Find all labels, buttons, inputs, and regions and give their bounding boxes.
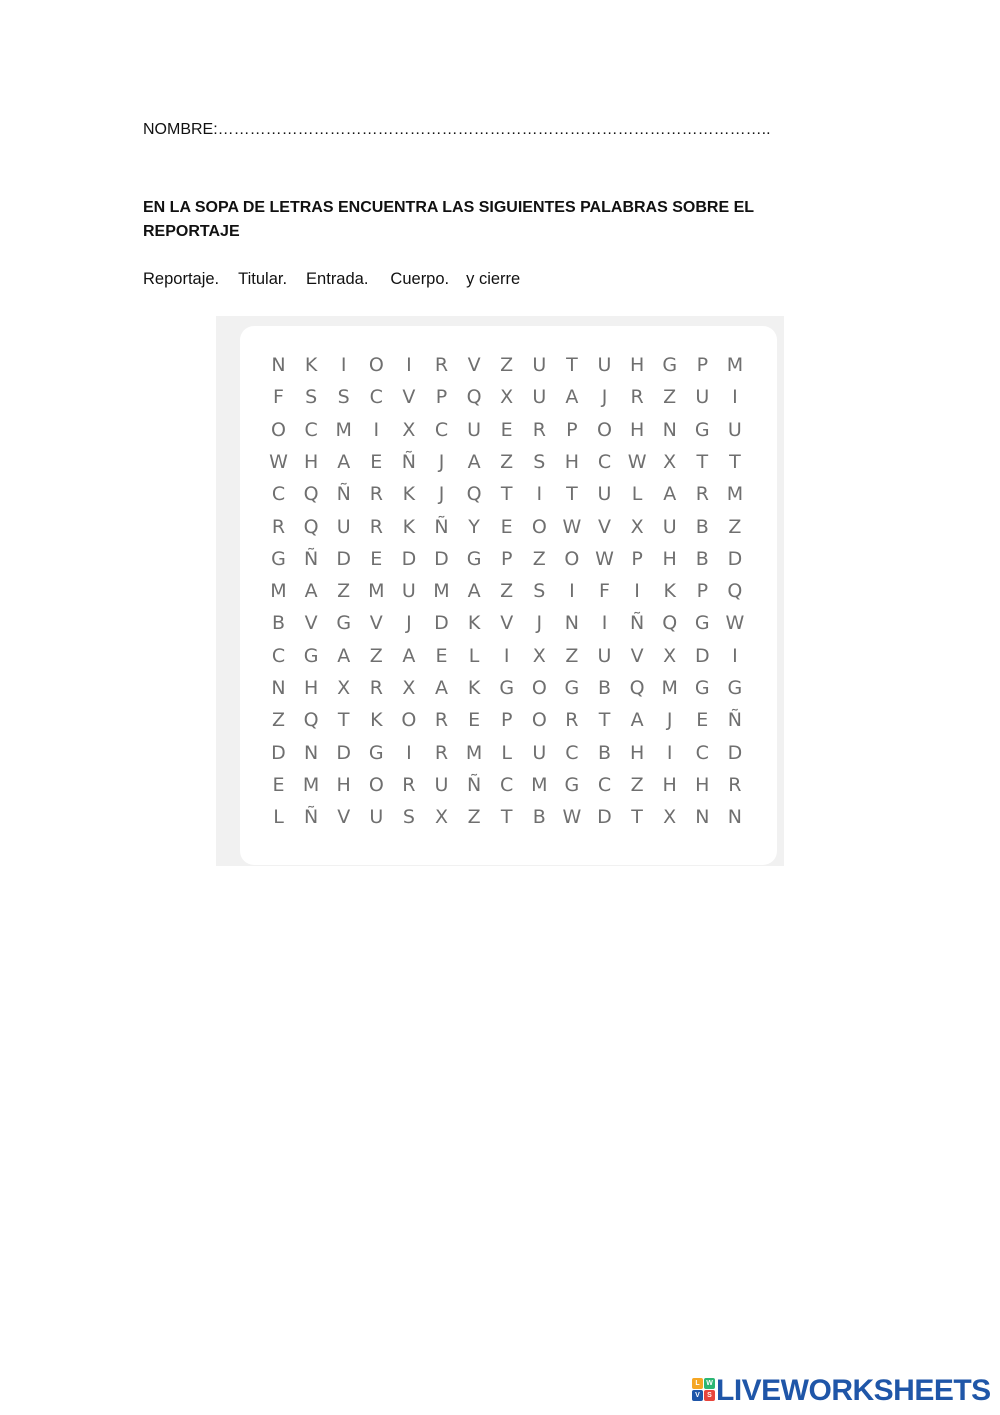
word-item: Entrada.: [306, 270, 369, 288]
word-item: Reportaje.: [143, 270, 220, 288]
grid-letter: E: [272, 773, 285, 796]
grid-letter: B: [271, 612, 286, 635]
grid-letter: G: [303, 644, 319, 667]
grid-letter: P: [500, 709, 513, 732]
grid-letter: R: [369, 483, 383, 506]
grid-letter: I: [569, 580, 575, 603]
grid-letter: G: [694, 677, 710, 699]
grid-letter: R: [728, 773, 742, 796]
grid-letter: A: [337, 450, 351, 473]
grid-letter: I: [634, 580, 640, 603]
grid-letter: U: [532, 354, 547, 376]
grid-letter: Z: [271, 709, 286, 732]
grid-letter: Z: [500, 354, 514, 376]
grid-letter: M: [726, 483, 744, 506]
grid-letter: Q: [303, 483, 319, 506]
grid-letter: M: [433, 580, 450, 603]
grid-row: [240, 354, 777, 386]
grid-letter: V: [630, 644, 644, 667]
grid-letter: X: [532, 644, 546, 667]
grid-letter: V: [598, 515, 611, 538]
grid-letter: C: [565, 741, 579, 764]
grid-letter: N: [662, 418, 677, 441]
grid-letter: C: [271, 644, 286, 667]
grid-letter: Q: [466, 386, 482, 409]
grid-letter: G: [336, 612, 352, 635]
grid-letter: V: [500, 612, 514, 635]
grid-letter: I: [503, 644, 510, 667]
grid-letter: G: [466, 547, 482, 570]
word-item: Cuerpo.: [390, 270, 450, 288]
grid-letter: O: [368, 773, 384, 796]
word-search-grid: [240, 326, 777, 865]
grid-letter: A: [467, 580, 481, 603]
grid-letter: M: [726, 354, 744, 376]
liveworksheets-logo-icon: L W V S: [692, 1378, 716, 1402]
grid-letter: Y: [468, 515, 480, 538]
grid-letter: J: [666, 709, 673, 732]
grid-letter: U: [597, 354, 612, 376]
grid-letter: D: [434, 547, 449, 570]
grid-letter: R: [434, 709, 449, 732]
grid-letter: Ñ: [303, 547, 319, 570]
grid-letter: V: [337, 806, 351, 829]
grid-letter: U: [369, 806, 384, 829]
grid-letter: M: [661, 677, 678, 699]
grid-letter: I: [406, 741, 412, 764]
grid-letter: V: [402, 386, 416, 409]
grid-letter: U: [401, 580, 416, 603]
grid-letter: R: [402, 773, 416, 796]
grid-letter: H: [695, 773, 710, 796]
grid-letter: A: [435, 677, 448, 699]
grid-letter: M: [531, 773, 548, 796]
grid-row: [240, 516, 777, 548]
grid-letter: B: [695, 547, 709, 570]
grid-letter: V: [467, 354, 481, 376]
grid-letter: X: [434, 806, 449, 829]
grid-row: [240, 774, 777, 806]
grid-letter: Z: [500, 580, 514, 603]
grid-letter: H: [662, 547, 677, 570]
grid-row: [240, 580, 777, 612]
grid-letter: K: [467, 612, 481, 635]
grid-letter: F: [273, 386, 284, 409]
grid-letter: Ñ: [466, 773, 482, 796]
grid-letter: I: [536, 483, 543, 506]
grid-letter: I: [373, 418, 380, 441]
grid-letter: U: [727, 418, 742, 441]
grid-letter: Z: [532, 547, 546, 570]
grid-letter: H: [564, 450, 580, 473]
grid-letter: W: [269, 450, 288, 473]
grid-letter: P: [696, 580, 709, 603]
grid-letter: H: [303, 677, 319, 699]
grid-letter: Q: [629, 677, 645, 699]
grid-letter: H: [662, 773, 677, 796]
grid-row: [240, 612, 777, 644]
grid-letter: M: [465, 741, 483, 764]
grid-letter: K: [467, 677, 481, 699]
grid-letter: U: [434, 773, 449, 796]
grid-letter: B: [597, 741, 612, 764]
grid-letter: O: [531, 677, 547, 699]
grid-letter: R: [369, 515, 383, 538]
grid-letter: H: [629, 354, 645, 376]
grid-letter: N: [695, 806, 710, 829]
grid-letter: R: [532, 418, 546, 441]
grid-letter: D: [434, 612, 449, 635]
grid-letter: A: [663, 483, 677, 506]
grid-letter: Ñ: [303, 806, 319, 829]
grid-letter: N: [303, 741, 319, 764]
grid-letter: X: [663, 450, 677, 473]
grid-letter: Ñ: [629, 612, 645, 635]
grid-letter: E: [500, 515, 513, 538]
grid-letter: G: [564, 677, 580, 699]
grid-row: [240, 451, 777, 483]
grid-letter: D: [727, 547, 743, 570]
grid-letter: T: [337, 709, 350, 732]
grid-letter: X: [402, 418, 416, 441]
grid-letter: J: [601, 386, 608, 409]
grid-letter: U: [695, 386, 710, 409]
grid-letter: T: [566, 483, 578, 506]
grid-letter: Z: [369, 644, 383, 667]
grid-letter: R: [630, 386, 644, 409]
grid-letter: X: [402, 677, 416, 699]
grid-letter: H: [303, 450, 319, 473]
grid-letter: A: [304, 580, 318, 603]
grid-letter: N: [727, 806, 742, 829]
grid-letter: C: [304, 418, 318, 441]
grid-letter: X: [663, 644, 677, 667]
grid-letter: W: [562, 806, 582, 829]
grid-letter: I: [666, 741, 673, 764]
grid-letter: T: [696, 450, 709, 473]
grid-letter: I: [732, 386, 738, 409]
grid-letter: Q: [466, 483, 482, 506]
grid-row: [240, 645, 777, 677]
grid-letter: E: [696, 709, 709, 732]
grid-letter: D: [401, 547, 417, 570]
grid-letter: Q: [727, 580, 743, 603]
grid-letter: B: [695, 515, 709, 538]
grid-letter: A: [337, 644, 351, 667]
grid-letter: D: [727, 741, 743, 764]
grid-letter: U: [532, 386, 547, 409]
grid-letter: O: [271, 418, 286, 441]
grid-letter: D: [694, 644, 710, 667]
grid-letter: W: [725, 612, 745, 635]
grid-letter: F: [599, 580, 610, 603]
grid-letter: Ñ: [401, 450, 416, 473]
liveworksheets-logo-text: LIVEWORKSHEETS: [716, 1374, 991, 1407]
grid-letter: R: [695, 483, 709, 506]
grid-letter: J: [438, 450, 445, 473]
grid-letter: R: [369, 677, 383, 699]
grid-letter: X: [500, 386, 514, 409]
grid-letter: R: [434, 741, 449, 764]
grid-letter: R: [271, 515, 286, 538]
grid-letter: U: [597, 644, 612, 667]
grid-letter: K: [663, 580, 676, 603]
grid-letter: U: [467, 418, 482, 441]
grid-letter: D: [336, 741, 351, 764]
grid-letter: C: [434, 418, 449, 441]
grid-letter: T: [566, 354, 578, 376]
grid-letter: R: [434, 354, 449, 376]
grid-letter: P: [435, 386, 448, 409]
grid-letter: I: [601, 612, 608, 635]
grid-letter: G: [368, 741, 384, 764]
grid-letter: T: [598, 709, 611, 732]
grid-letter: E: [370, 547, 383, 570]
grid-letter: M: [302, 773, 320, 796]
grid-letter: Ñ: [336, 483, 351, 506]
grid-letter: X: [337, 677, 351, 699]
grid-letter: C: [369, 386, 383, 409]
grid-letter: M: [368, 580, 385, 603]
grid-letter: I: [406, 354, 412, 376]
grid-letter: P: [566, 418, 578, 441]
grid-letter: X: [630, 515, 644, 538]
grid-letter: R: [565, 709, 579, 732]
grid-letter: G: [564, 773, 580, 796]
grid-row: [240, 677, 777, 709]
grid-row: [240, 806, 777, 838]
grid-letter: S: [533, 450, 546, 473]
grid-letter: W: [595, 547, 614, 570]
name-field-label: NOMBRE:…………………………………………………………………………………………..: [143, 121, 771, 138]
grid-letter: Ñ: [727, 709, 742, 732]
grid-letter: C: [597, 773, 612, 796]
grid-letter: M: [335, 418, 352, 441]
grid-letter: E: [435, 644, 448, 667]
grid-letter: X: [663, 806, 677, 829]
grid-letter: A: [402, 644, 416, 667]
grid-letter: H: [629, 741, 645, 764]
grid-letter: I: [732, 644, 738, 667]
grid-letter: G: [727, 677, 743, 699]
grid-letter: T: [631, 806, 643, 829]
grid-letter: T: [729, 450, 741, 473]
grid-letter: K: [304, 354, 318, 376]
grid-letter: S: [402, 806, 415, 829]
grid-letter: C: [500, 773, 514, 796]
grid-letter: S: [305, 386, 318, 409]
grid-letter: J: [438, 483, 445, 506]
grid-letter: D: [597, 806, 612, 829]
grid-letter: E: [500, 418, 513, 441]
grid-letter: O: [401, 709, 417, 732]
grid-letter: G: [694, 418, 710, 441]
grid-letter: Q: [303, 515, 319, 538]
grid-letter: M: [270, 580, 287, 603]
grid-letter: Z: [728, 515, 742, 538]
grid-letter: V: [304, 612, 318, 635]
grid-letter: S: [337, 386, 350, 409]
grid-letter: G: [694, 612, 710, 635]
grid-letter: Z: [467, 806, 481, 829]
grid-row: [240, 548, 777, 580]
grid-letter: O: [531, 709, 547, 732]
grid-letter: O: [564, 547, 580, 570]
grid-letter: U: [336, 515, 351, 538]
grid-row: [240, 709, 777, 741]
grid-letter: P: [696, 354, 709, 376]
grid-letter: W: [562, 515, 582, 538]
grid-letter: C: [271, 483, 286, 506]
grid-letter: T: [500, 483, 513, 506]
word-list: [143, 270, 520, 289]
grid-row: [240, 483, 777, 515]
grid-letter: L: [273, 806, 284, 829]
grid-letter: V: [369, 612, 383, 635]
grid-letter: N: [271, 354, 286, 376]
grid-letter: W: [627, 450, 647, 473]
grid-letter: O: [531, 515, 547, 538]
grid-row: [240, 419, 777, 451]
grid-letter: N: [564, 612, 579, 635]
grid-letter: B: [597, 677, 612, 699]
grid-letter: G: [662, 354, 678, 376]
grid-letter: U: [662, 515, 677, 538]
word-item: Titular.: [238, 270, 288, 288]
grid-letter: Q: [303, 709, 319, 732]
grid-letter: I: [340, 354, 347, 376]
grid-letter: Z: [500, 450, 514, 473]
grid-letter: B: [532, 806, 546, 829]
grid-letter: T: [500, 806, 513, 829]
grid-letter: Z: [565, 644, 579, 667]
instruction-heading: EN LA SOPA DE LETRAS ENCUENTRA LAS SIGUIENTES PALABRAS SOBRE EL REPORTAJE: [143, 199, 754, 240]
word-item: y cierre: [466, 270, 521, 288]
grid-letter: A: [630, 709, 644, 732]
grid-letter: U: [532, 741, 547, 764]
grid-letter: Z: [630, 773, 644, 796]
grid-letter: P: [500, 547, 513, 570]
grid-letter: G: [271, 547, 286, 570]
word-search-frame: [216, 316, 784, 866]
grid-letter: L: [631, 483, 643, 506]
grid-letter: E: [468, 709, 481, 732]
grid-letter: H: [629, 418, 645, 441]
grid-letter: Q: [662, 612, 678, 635]
grid-row: [240, 742, 777, 774]
grid-letter: L: [468, 644, 480, 667]
grid-letter: Z: [663, 386, 677, 409]
grid-letter: Z: [337, 580, 351, 603]
grid-letter: J: [406, 612, 412, 635]
grid-letter: K: [402, 483, 416, 506]
grid-letter: G: [499, 677, 515, 699]
grid-letter: E: [370, 450, 383, 473]
grid-letter: C: [597, 450, 612, 473]
grid-letter: H: [336, 773, 351, 796]
grid-letter: D: [336, 547, 351, 570]
grid-letter: L: [501, 741, 512, 764]
grid-letter: K: [402, 515, 416, 538]
grid-letter: A: [467, 450, 481, 473]
grid-letter: P: [631, 547, 643, 570]
grid-letter: S: [533, 580, 546, 603]
grid-letter: N: [271, 677, 286, 699]
grid-letter: A: [565, 386, 579, 409]
grid-row: [240, 386, 777, 418]
grid-letter: O: [597, 418, 612, 441]
grid-letter: U: [597, 483, 612, 506]
grid-letter: Ñ: [434, 515, 449, 538]
grid-letter: O: [368, 354, 384, 376]
grid-letter: C: [695, 741, 709, 764]
grid-letter: K: [370, 709, 383, 732]
grid-letter: J: [536, 612, 543, 635]
grid-letter: D: [271, 741, 286, 764]
